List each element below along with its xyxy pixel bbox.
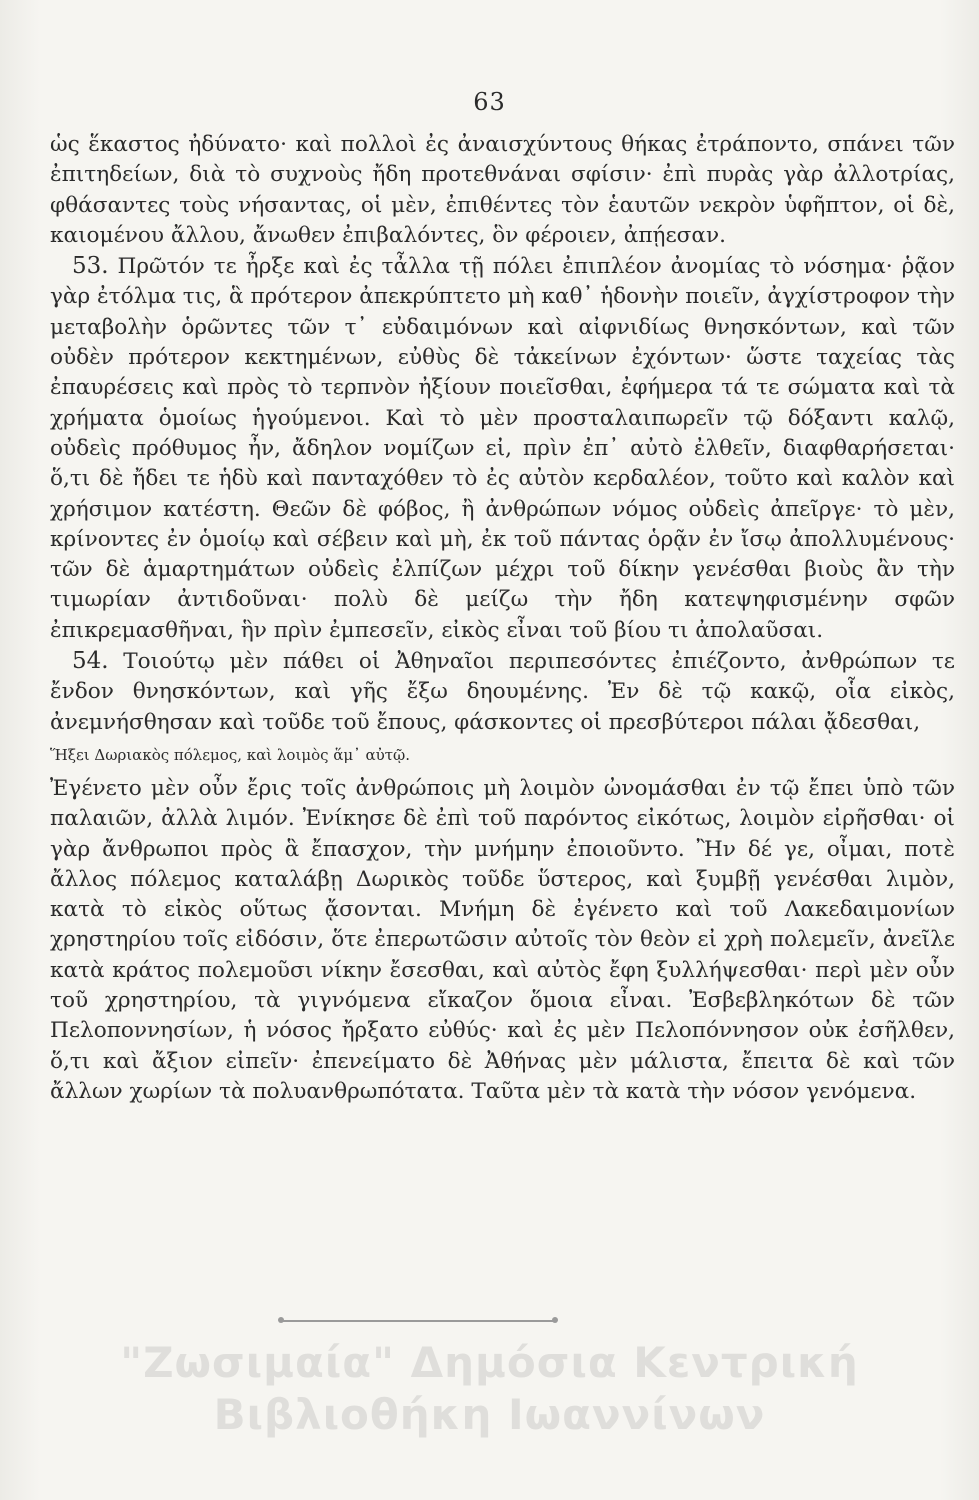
- section-number: 54.: [72, 648, 109, 675]
- paragraph-continued: [50, 130, 955, 251]
- paragraph-text: ὡς ἕκαστος ἠδύνατο· καὶ πολλοὶ ἐς ἀναισχύντους θήκας ἐτράποντο, σπάνει τῶν ἐπιτηδείων, διὰ τὸ συχνοὺς ἤδη προτεθνάναι σφίσιν· ἐπὶ πυρὰς γὰρ ἀλλοτρίας, φθάσαντες τοὺς νήσαντας, οἱ μὲν, ἐπιθέντες τὸν ἑαυτῶν νεκρὸν ὑφῆπτον, οἱ δὲ, καιομένου ἄλλου, ἄνωθεν ἐπιβαλόντες, ὃν φέροιεν, ἀπῄεσαν.: [50, 132, 955, 248]
- paragraph-text: Τοιούτῳ μὲν πάθει οἱ Ἀθηναῖοι περιπεσόντες ἐπιέζοντο, ἀνθρώπων τε ἔνδον θνησκόντων, καὶ γῆς ἔξω δηουμένης. Ἐν δὲ τῷ κακῷ, οἷα εἰκὸς, ἀνεμνήσθησαν καὶ τοῦδε τοῦ ἔπους, φάσκοντες οἱ πρεσβύτεροι πάλαι ᾄδεσθαι,: [50, 649, 955, 735]
- paragraph-continuation: [50, 774, 955, 1107]
- ornamental-rule: [282, 1320, 554, 1322]
- library-watermark-line2: Βιβλιοθήκη Ιωαννίνων: [213, 1390, 766, 1439]
- quoted-verse: Ἥξει Δωριακὸς πόλεμος, καὶ λοιμὸς ἅμ᾽ αὐτῷ.: [50, 745, 410, 764]
- section-number: 53.: [72, 253, 109, 280]
- body-text: [50, 130, 955, 1107]
- paragraph-text: Ἐγένετο μὲν οὖν ἔρις τοῖς ἀνθρώποις μὴ λοιμὸν ὠνομάσθαι ἐν τῷ ἔπει ὑπὸ τῶν παλαιῶν, ἀλλὰ λιμόν. Ἐνίκησε δὲ ἐπὶ τοῦ παρόντος εἰκότως, λοιμὸν εἰρῆσθαι· οἱ γὰρ ἄνθρωποι πρὸς ἃ ἔπασχον, τὴν μνήμην ἐποιοῦντο. Ἢν δέ γε, οἶμαι, ποτὲ ἄλλος πόλεμος καταλάβῃ Δωρικὸς τοῦδε ὕστερος, καὶ ξυμβῇ γενέσθαι λιμὸν, κατὰ τὸ εἰκὸς οὕτως ᾄσονται. Μνήμη δὲ ἐγένετο καὶ τοῦ Λακεδαιμονίων χρηστηρίου τοῖς εἰδόσιν, ὅτε ἐπερωτῶσιν αὐτοῖς τὸν θεὸν εἰ χρὴ πολεμεῖν, ἀνεῖλε κατὰ κράτος πολεμοῦσι νίκην ἔσεσθαι, καὶ αὐτὸς ἔφη ξυλλήψεσθαι· περὶ μὲν οὖν τοῦ χρηστηρίου, τὰ γιγνόμενα εἴκαζον ὅμοια εἶναι. Ἐσβεβληκότων δὲ τῶν Πελοποννησίων, ἡ νόσος ἤρξατο εὐθύς· καὶ ἐς μὲν Πελοπόννησον οὐκ ἐσῆλθεν, ὅ,τι καὶ ἄξιον εἰπεῖν· ἐπενείματο δὲ Ἀθήνας μὲν μάλιστα, ἔπειτα δὲ καὶ τῶν ἄλλων χωρίων τὰ πολυανθρωπότατα. Ταῦτα μὲν τὰ κατὰ τὴν νόσον γενόμενα.: [50, 775, 955, 1104]
- paragraph-54: [50, 646, 955, 738]
- paragraph-text: Πρῶτόν τε ἦρξε καὶ ἐς τἆλλα τῇ πόλει ἐπιπλέον ἀνομίας τὸ νόσημα· ῥᾷον γὰρ ἐτόλμα τις, ἃ πρότερον ἀπεκρύπτετο μὴ καθ᾽ ἡδονὴν ποιεῖν, ἀγχίστροφον τὴν μεταβολὴν ὁρῶντες τῶν τ᾽ εὐδαιμόνων καὶ αἰφνιδίως θνησκόντων, καὶ τῶν οὐδὲν πρότερον κεκτημένων, εὐθὺς δὲ τἀκείνων ἐχόντων· ὥστε ταχείας τὰς ἐπαυρέσεις καὶ πρὸς τὸ τερπνὸν ἠξίουν ποιεῖσθαι, ἐφήμερα τά τε σώματα καὶ τὰ χρήματα ὁμοίως ἡγούμενοι. Καὶ τὸ μὲν προσταλαιπωρεῖν τῷ δόξαντι καλῷ, οὐδεὶς πρόθυμος ἦν, ἄδηλον νομίζων εἰ, πρὶν ἐπ᾽ αὐτὸ ἐλθεῖν, διαφθαρήσεται· ὅ,τι δὲ ἤδει τε ἡδὺ καὶ πανταχόθεν τὸ ἐς αὐτὸν κερδαλέον, τοῦτο καὶ καλὸν καὶ χρήσιμον κατέστη. Θεῶν δὲ φόβος, ἢ ἀνθρώπων νόμος οὐδεὶς ἀπεῖργε· τὸ μὲν, κρίνοντες ἐν ὁμοίῳ καὶ σέβειν καὶ μὴ, ἐκ τοῦ πάντας ὁρᾷν ἐν ἴσῳ ἀπολλυμένους· τῶν δὲ ἁμαρτημάτων οὐδεὶς ἐλπίζων μέχρι τοῦ δίκην γενέσθαι βιοὺς ἂν τὴν τιμωρίαν ἀντιδοῦναι· πολὺ δὲ μείζω τὴν ἤδη κατεψηφισμένην σφῶν ἐπικρεμασθῆναι, ἣν πρὶν ἐμπεσεῖν, εἰκὸς εἶναι τοῦ βίου τι ἀπολαῦσαι.: [50, 254, 955, 643]
- library-watermark-line1: "Ζωσιμαία" Δημόσια Κεντρική: [120, 1338, 859, 1387]
- paragraph-53: [50, 251, 955, 646]
- page-number: 63: [473, 88, 506, 116]
